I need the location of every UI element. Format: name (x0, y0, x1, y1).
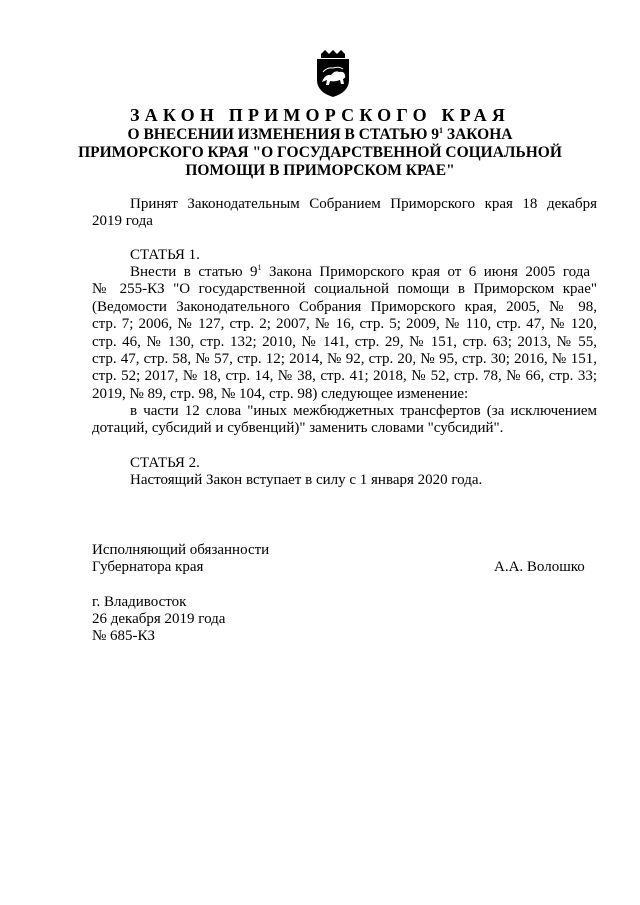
article-1-line: стр. 7; 2006, № 127, стр. 2; 2007, № 16, стр. 5; 2009, № 110, стр. 47, № 120, (92, 316, 597, 332)
article-2-heading: СТАТЬЯ 2. (130, 455, 200, 471)
subtitle-line-2: ПРИМОРСКОГО КРАЯ "О ГОСУДАРСТВЕННОЙ СОЦИАЛЬНОЙ (78, 144, 562, 161)
adoption-line-2: 2019 года (92, 213, 153, 229)
article-1-line: (Ведомости Законодательного Собрания Приморского края, 2005, № 98, (92, 299, 597, 315)
article-1-line: стр. 52; 2017, № 18, стр. 14, № 38, стр. 41; 2018, № 52, стр. 78, № 66, стр. 33; (92, 368, 597, 384)
law-subtitle (0, 126, 640, 180)
article-1-line: стр. 47, стр. 58, № 57, стр. 12; 2014, № 92, стр. 20, № 95, стр. 30; 2016, № 151, (92, 351, 597, 367)
article-1-last-line: 2019, № 89, стр. 98, № 104, стр. 98) следующее изменение: (92, 386, 469, 402)
subtitle-line-3: ПОМОЩИ В ПРИМОРСКОМ КРАЕ" (185, 162, 455, 179)
article-1-heading: СТАТЬЯ 1. (130, 247, 200, 263)
article-2-text: Настоящий Закон вступает в силу с 1 января 2020 года. (130, 472, 483, 488)
signatory-position-line-2: Губернатора края (92, 559, 204, 575)
article-1-change-line-1: в части 12 слова "иных межбюджетных трансфертов (за исключением (130, 403, 597, 419)
law-title: ЗАКОН ПРИМОРСКОГО КРАЯ (129, 105, 511, 125)
place-of-signing: г. Владивосток (92, 594, 187, 610)
signing-date: 26 декабря 2019 года (92, 611, 226, 627)
article-1-line: № 255-КЗ "О государственной социальной помощи в Приморском крае" (92, 281, 597, 297)
signatory-name: А.А. Волошко (494, 559, 585, 575)
article-1-change-line-2: дотаций, субсидий и субвенций)" заменить словами "субсидий". (92, 420, 504, 436)
primorsky-krai-coat-of-arms-icon (313, 50, 353, 98)
article-1-line-1: Внести в статью $9^1$ Закона Приморского края от 6 июня 2005 года (130, 264, 590, 280)
article-1-line: стр. 46, № 130, стр. 132; 2010, № 141, стр. 29, № 151, стр. 63; 2013, № 55, (92, 334, 597, 350)
law-number: № 685-КЗ (92, 628, 156, 644)
adoption-line-1: Принят Законодательным Собранием Приморского края 18 декабря (130, 196, 597, 212)
subtitle-line-1: О ВНЕСЕНИИ ИЗМЕНЕНИЯ В СТАТЬЮ $9^1$ ЗАКОНА (127, 126, 513, 143)
signatory-position-line-1: Исполняющий обязанности (92, 542, 270, 558)
